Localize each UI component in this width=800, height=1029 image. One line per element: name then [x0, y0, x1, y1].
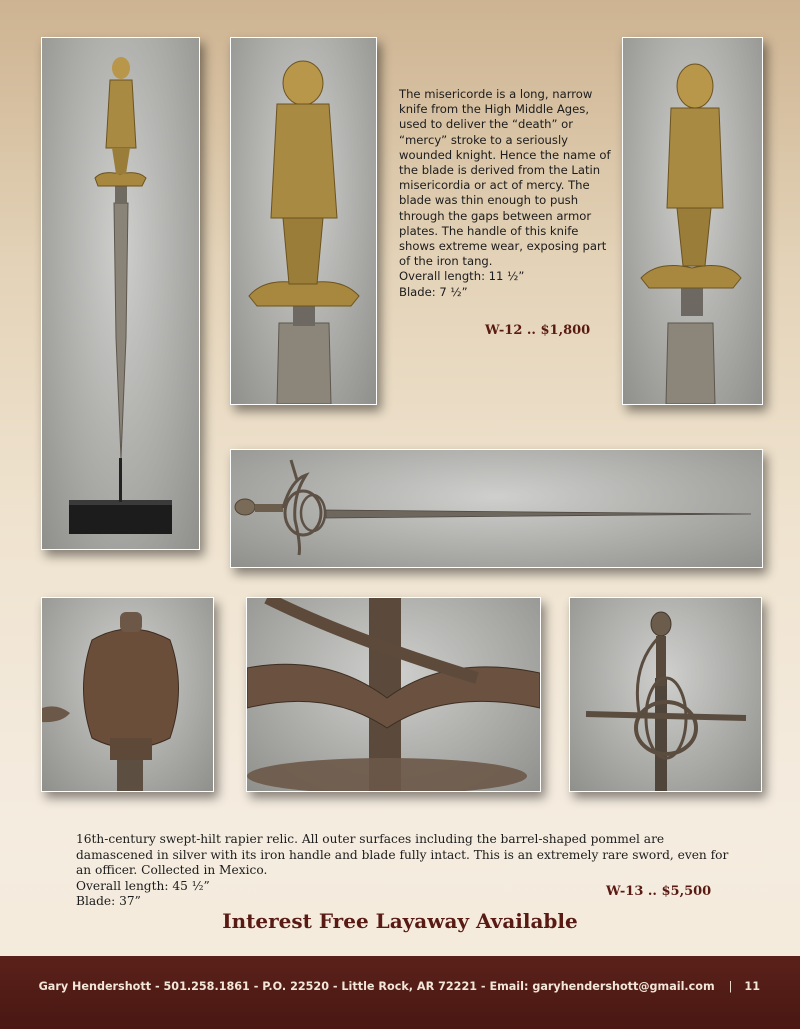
layaway-banner: Interest Free Layaway Available	[222, 909, 578, 933]
rapier-price: W-13 .. $5,500	[606, 884, 712, 899]
page-number: 11	[744, 980, 760, 993]
rapier-overall-length: Overall length: 45 ½”	[76, 878, 210, 893]
footer-separator: |	[728, 980, 733, 993]
footer-contact: Gary Hendershott - 501.258.1861 - P.O. 22520 - Little Rock, AR 72221 - Email: garyhendershott@gmail.com	[38, 980, 715, 993]
misericorde-handle-back-photo	[230, 37, 377, 405]
misericorde-full-photo	[41, 37, 200, 550]
misericorde-description	[399, 87, 611, 300]
rapier-blade-length: Blade: 37”	[76, 894, 141, 908]
misericorde-description-text: The misericorde is a long, narrow knife from the High Middle Ages, used to deliver the “death” or “mercy” stroke to a seriously wounded knight. Hence the name of the blade is derived from the Latin misericordia or act of mercy. The blade was thin enough to push through the gaps between armor plates. The handle of this knife shows extreme wear, exposing part of the iron tang.	[399, 87, 611, 269]
rapier-pommel-photo	[41, 597, 214, 792]
rapier-hilt-photo	[569, 597, 762, 792]
footer-line	[39, 980, 760, 993]
rapier-guard-photo	[246, 597, 541, 792]
rapier-description-text: 16th-century swept-hilt rapier relic. All outer surfaces including the barrel-shaped pommel are damascened in silver with its iron handle and blade fully intact. This is an extremely rare sword, even for an officer. Collected in Mexico.	[76, 832, 729, 877]
misericorde-overall-length: Overall length: 11 ½”	[399, 269, 525, 284]
misericorde-blade-length: Blade: 7 ½”	[399, 284, 468, 299]
misericorde-handle-front-photo	[622, 37, 763, 405]
misericorde-price: W-12 .. $1,800	[485, 323, 591, 338]
page-footer	[0, 956, 800, 1029]
rapier-full-photo	[230, 449, 763, 568]
